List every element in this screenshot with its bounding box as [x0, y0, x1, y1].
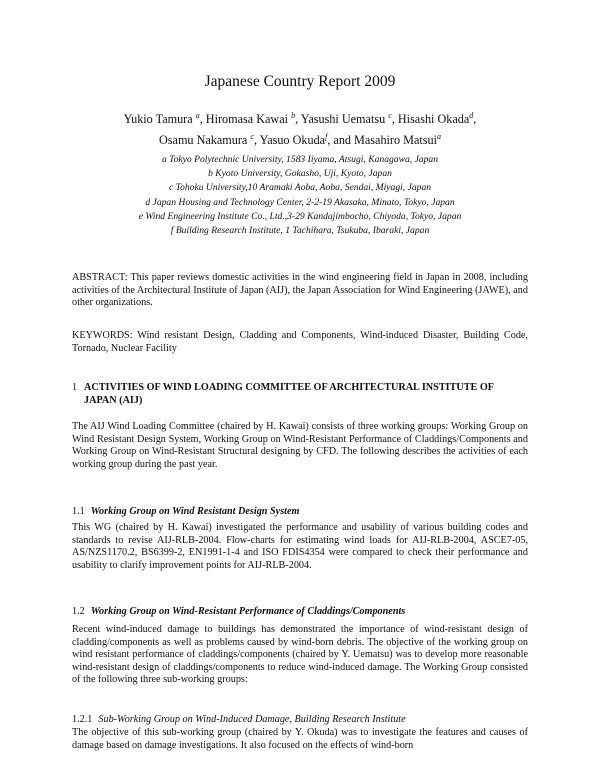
section-1-heading — [72, 381, 528, 407]
section-title: Working Group on Wind Resistant Design System — [90, 506, 300, 517]
affiliation-list — [40, 153, 560, 238]
section-1-1-heading — [72, 505, 528, 518]
section-title: Working Group on Wind-Resistant Performance of Claddings/Components — [90, 606, 406, 617]
keywords: KEYWORDS: Wind resistant Design, Cladding and Components, Wind-induced Disaster, Building Code, Tornado, Nuclear Facility — [72, 330, 528, 354]
author-affil-marker: c — [388, 111, 392, 120]
section-1-2-body: Recent wind-induced damage to buildings has demonstrated the importance of wind-resistant design of cladding/components as well as problems caused by wind-born debris. The objective of the working group on wind resistant performance of claddings/components (chaired by Y. Uematsu) was to develop more reasonable wind-resistant design of claddings/components to reduce wind-induced damage. The Working Group consisted of the following three sub-working groups: — [72, 624, 528, 686]
author-name: Hisashi Okada — [397, 112, 470, 127]
section-1-2-heading — [72, 605, 528, 618]
section-1-1-body: This WG (chaired by H. Kawai) investigated the performance and usability of various building codes and standards to revise AIJ-RLB-2004. Flow-charts for estimating wind loads for AIJ-RLB-2004, ASCE7-05, AS/NZS1170.2, BS6399-2, EN1991-1-4 and ISO FDIS4354 were compared to check their performance and usability to clarify improvement points for AIJ-RLB-2004. — [72, 522, 528, 571]
author-line-2: Osamu Nakamura $^c$, Yasuo Okuda$^f$, and Masahiro Matsui$^a$ — [159, 132, 441, 148]
affiliation-c: c Tohoku University,10 Aramaki Aoba, Aoba, Sendai, Miyagi, Japan — [168, 182, 432, 194]
abstract: ABSTRACT: This paper reviews domestic activities in the wind engineering field in Japan in 2008, including activities of the Architectural Institute of Japan (AIJ), the Japan Association for Wind Engineering (JAWE), and other organizations. — [72, 272, 528, 309]
author-name: Hiromasa Kawai — [205, 112, 289, 127]
affiliation-d: d Japan Housing and Technology Center, 2-2-19 Akasaka, Minato, Tokyo, Japan — [145, 196, 455, 208]
author-affil-marker: d — [469, 111, 474, 120]
section-1-2-1-body: The objective of this sub-working group (chaired by Y. Okuda) was to investigate the features and causes of damage based on damage investigations. It also focused on the effects of wind-born — [72, 727, 528, 751]
author-affil-marker: f — [325, 132, 328, 142]
affiliation-b: b Kyoto University, Gokasho, Uji, Kyoto, Japan — [208, 168, 392, 180]
section-title: ACTIVITIES OF WIND LOADING COMMITTEE OF ARCHITECTURAL INSTITUTE OF JAPAN (AIJ) — [84, 382, 494, 406]
affiliation-e: e Wind Engineering Institute Co., Ltd.,3-29 Kandajimbocho, Chiyoda, Tokyo, Japan — [138, 210, 462, 222]
author-affil-marker: c — [250, 132, 254, 142]
author-name: Yasuo Okuda — [259, 133, 326, 148]
author-name: Yukio Tamura — [123, 112, 193, 127]
author-name: Yasushi Uematsu — [300, 112, 386, 127]
section-number: 1.2 — [72, 606, 85, 617]
author-name: and Masahiro Matsui — [333, 133, 437, 148]
author-affil-marker: a — [195, 111, 200, 120]
affiliation-f: f Building Research Institute, 1 Tachihara, Tsukuba, Ibaraki, Japan — [170, 225, 430, 237]
section-number: 1.1 — [72, 506, 85, 517]
section-1-body: The AIJ Wind Loading Committee (chaired by H. Kawai) consists of three working groups: Working Group on Wind Resistant Design System, Working Group on Wind-Resistant Performance of Claddings/Components and Working Group on Wind-Resistant Structural designing by CFD. The following describes the activities of each working group during the past year. — [72, 421, 528, 470]
author-line-1: Yukio Tamura $^a$, Hiromasa Kawai $^b$, Yasushi Uematsu $^c$, Hisashi Okada$^d$, — [123, 111, 477, 127]
author-affil-marker: a — [436, 132, 441, 142]
section-number: 1 — [72, 382, 78, 393]
author-affil-marker: b — [291, 111, 296, 120]
section-number: 1.2.1 — [72, 714, 93, 725]
section-1-2-1-heading — [72, 713, 528, 726]
paper-title: Japanese Country Report 2009 — [204, 73, 396, 90]
section-title: Sub-Working Group on Wind-Induced Damage, Building Research Institute — [98, 714, 406, 725]
author-name: Osamu Nakamura — [159, 133, 248, 148]
affiliation-a: a Tokyo Polytechnic University, 1583 Iiyama, Atsugi, Kanagawa, Japan — [161, 154, 439, 165]
author-list — [60, 107, 540, 149]
